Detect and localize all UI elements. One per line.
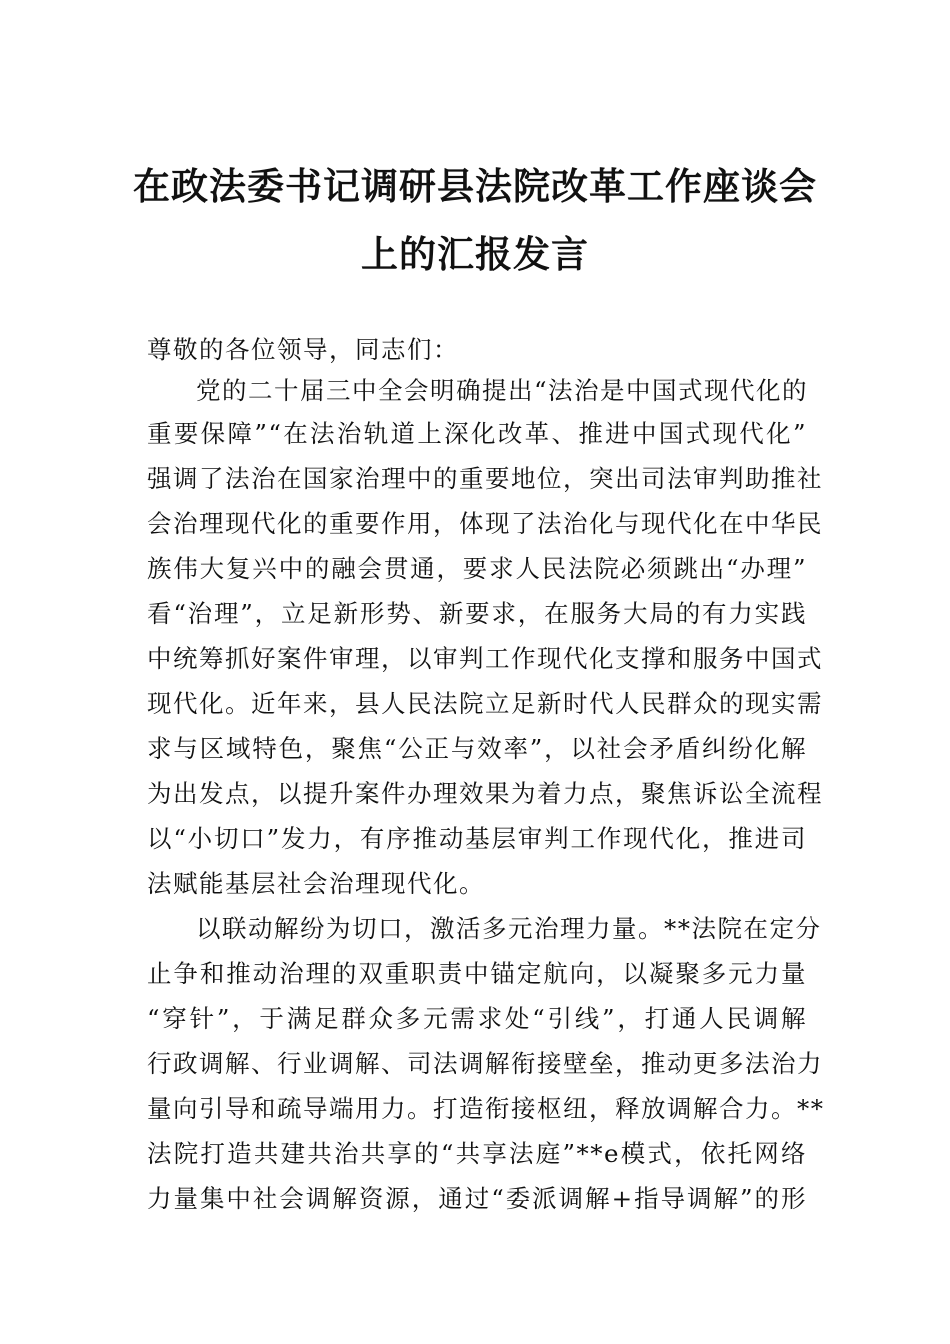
paragraph-2-line: 法院打造共建共治共享的“共享法庭”**e模式，依托网络 (147, 1139, 807, 1168)
document-title-line-1: 在政法委书记调研县法院改革工作座谈会 (133, 164, 817, 208)
document-title-line-2: 上的汇报发言 (361, 232, 589, 276)
paragraph-2-line: 行政调解、行业调解、司法调解衔接壁垒，推动更多法治力 (147, 1049, 823, 1078)
paragraph-1-line: 党的二十届三中全会明确提出“法治是中国式现代化的 (196, 376, 809, 405)
paragraph-1-line: 中统筹抓好案件审理，以审判工作现代化支撑和服务中国式 (147, 644, 823, 673)
paragraph-1-line: 为出发点，以提升案件办理效果为着力点，聚焦诉讼全流程 (147, 779, 823, 808)
paragraph-1-line: 族伟大复兴中的融会贯通，要求人民法院必须跳出“办理” (147, 554, 807, 583)
paragraph-1-line: 法赋能基层社会治理现代化。 (147, 869, 485, 898)
paragraph-2-line: 止争和推动治理的双重职责中锚定航向，以凝聚多元力量 (147, 959, 807, 988)
salutation: 尊敬的各位领导，同志们： (147, 335, 459, 364)
paragraph-2-line: “穿针”，于满足群众多元需求处“引线”，打通人民调解 (147, 1004, 807, 1033)
paragraph-1-line: 会治理现代化的重要作用，体现了法治化与现代化在中华民 (147, 509, 823, 538)
paragraph-1-line: 强调了法治在国家治理中的重要地位，突出司法审判助推社 (147, 464, 823, 493)
paragraph-1-line: 看“治理”，立足新形势、新要求，在服务大局的有力实践 (147, 599, 807, 628)
paragraph-1-line: 求与区域特色，聚焦“公正与效率”，以社会矛盾纠纷化解 (147, 734, 807, 763)
paragraph-2-line: 力量集中社会调解资源，通过“委派调解+指导调解”的形 (147, 1184, 807, 1213)
paragraph-1-line: 重要保障”“在法治轨道上深化改革、推进中国式现代化” (147, 419, 807, 448)
paragraph-2-line: 量向引导和疏导端用力。打造衔接枢纽，释放调解合力。** (147, 1094, 825, 1123)
paragraph-1-line: 现代化。近年来，县人民法院立足新时代人民群众的现实需 (147, 689, 823, 718)
paragraph-2-line: 以联动解纷为切口，激活多元治理力量。**法院在定分 (196, 914, 822, 943)
paragraph-1-line: 以“小切口”发力，有序推动基层审判工作现代化，推进司 (147, 824, 807, 853)
